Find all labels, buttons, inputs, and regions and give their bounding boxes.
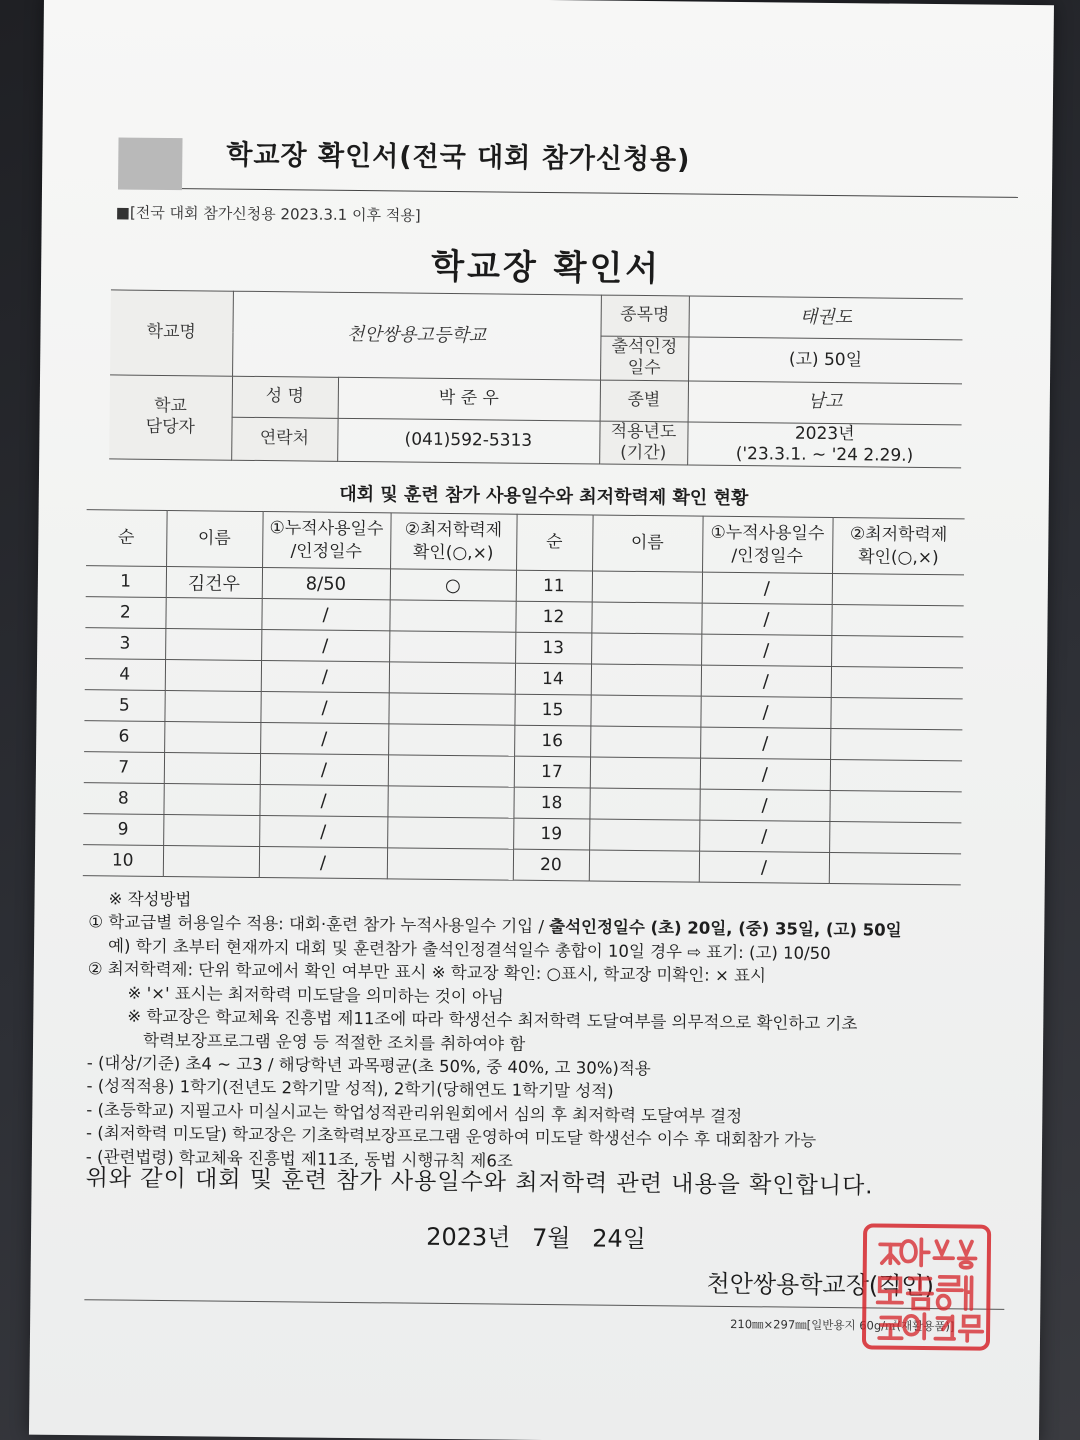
row-check (388, 755, 514, 787)
row-no: 18 (513, 787, 589, 819)
row-no: 16 (514, 725, 590, 757)
row-check (829, 790, 961, 822)
row-check (829, 821, 961, 853)
row-name (163, 815, 259, 847)
row-no: 19 (513, 818, 589, 850)
row-check (388, 724, 514, 756)
manager-label-line2: 담당자 (145, 417, 195, 438)
row-days: / (700, 696, 830, 728)
seal-graphic (866, 1227, 987, 1346)
name-value: 박 준 우 (338, 377, 600, 421)
header-title: 학교장 확인서(전국 대회 참가신청용) (226, 139, 691, 176)
school-label: 학교명 (110, 290, 233, 376)
school-name: 천안쌍용고등학교 (232, 291, 601, 379)
signer-name: 천안쌍용학교장(직인) (706, 1269, 935, 1301)
row-name (163, 846, 259, 878)
manager-label (109, 374, 232, 460)
row-no: 6 (84, 721, 164, 753)
instruction-2-note-b: ※ 학교장은 학교체육 진흥법 제11조에 따라 학생선수 최저학력 도달여부를 의무적으로 확인하고 기초 (127, 1006, 858, 1034)
row-no: 8 (83, 783, 163, 815)
row-check: ○ (390, 569, 516, 601)
row-no: 3 (85, 628, 165, 660)
row-no: 15 (514, 694, 590, 726)
row-days: / (699, 820, 829, 852)
row-name (591, 664, 701, 696)
attendance-value: (고) 50일 (688, 337, 962, 383)
col-header-check-2-line2: 확인(○,×) (858, 546, 939, 568)
row-name (592, 571, 702, 603)
name-label: 성 명 (232, 376, 338, 418)
year-label-line1: 적용년도 (610, 421, 677, 442)
year-label (599, 421, 687, 465)
instructions-title: ※ 작성방법 (108, 889, 192, 910)
row-no: 5 (84, 690, 164, 722)
row-check (387, 848, 513, 880)
period-value: ('23.3.1. ~ '24 2.29.) (735, 443, 914, 466)
row-name (164, 722, 260, 754)
row-no: 13 (515, 632, 591, 664)
col-header-name-2: 이름 (592, 515, 703, 572)
info-table (109, 289, 963, 468)
year-value-line1: 2023년 (794, 423, 855, 444)
row-days: / (261, 599, 389, 631)
col-header-check-2-line1: ②최저학력제 (849, 523, 948, 545)
row-name (590, 726, 700, 758)
row-name (591, 633, 701, 665)
header-gray-box (118, 137, 183, 190)
date-year: 2023년 (426, 1222, 511, 1252)
row-no: 4 (85, 659, 165, 691)
instructions-block (86, 887, 989, 1177)
applicability-note: ■[전국 대회 참가신청용 2023.3.1 이후 적용] (115, 203, 421, 225)
row-name (590, 695, 700, 727)
row-check (388, 693, 514, 725)
col-header-check-2 (832, 517, 965, 574)
row-no: 12 (515, 601, 591, 633)
row-days: / (261, 661, 389, 693)
row-days: / (701, 634, 831, 666)
row-no: 14 (515, 663, 591, 695)
row-days: / (699, 851, 829, 883)
row-days: / (261, 630, 389, 662)
row-name (164, 753, 260, 785)
contact-value: (041)592-5313 (337, 418, 599, 464)
instruction-2-note-a: ※ '×' 표시는 최저학력 미도달을 의미하는 것이 아님 (127, 983, 504, 1007)
row-no: 11 (516, 570, 592, 602)
row-check (387, 817, 513, 849)
document-page (29, 0, 1054, 1440)
contact-label: 연락처 (231, 417, 337, 462)
participation-table (83, 509, 965, 885)
row-no: 20 (513, 849, 589, 881)
attendance-label (600, 336, 688, 380)
col-header-check-line2: 확인(○,×) (412, 542, 494, 563)
row-name (163, 784, 259, 816)
row-check (831, 635, 963, 667)
row-no: 10 (83, 845, 163, 877)
detail-grades: - (성적적용) 1학기(전년도 2학기말 성적), 2학기(당해연도 1학기말 성적) (86, 1076, 614, 1102)
instruction-2-note-b-cont: 학력보장프로그램 운영 등 적절한 조치를 취하여야 함 (142, 1030, 526, 1054)
attendance-label-line2: 일수 (627, 358, 661, 379)
row-check (389, 631, 515, 663)
date-month: 7월 (531, 1223, 571, 1253)
official-seal (862, 1223, 991, 1350)
row-days: / (699, 789, 829, 821)
col-header-days-2-line2: /인정일수 (731, 545, 803, 567)
row-name (591, 602, 701, 634)
col-header-days-2-line1: ①누적사용일수 (710, 522, 825, 544)
row-name (165, 660, 261, 692)
detail-not-reached: - (최저학력 미도달) 학교장은 기초학력보장프로그램 운영하여 미도달 학생선수 이수 후 대회참가 가능 (86, 1123, 817, 1151)
row-name (164, 691, 260, 723)
row-no: 7 (84, 752, 164, 784)
row-days: / (260, 754, 388, 786)
row-no: 1 (86, 566, 166, 598)
col-header-days-2 (702, 516, 833, 573)
row-check (831, 666, 963, 698)
row-name (165, 598, 261, 630)
col-header-days-line1: ①누적사용일수 (269, 517, 384, 539)
row-check (389, 600, 515, 632)
row-no: 9 (83, 814, 163, 846)
date-day: 24일 (592, 1224, 647, 1254)
detail-target: - (대상/기준) 초4 ~ 고3 / 해당학년 과목평균(초 50%, 중 40%, 고 30%)적용 (86, 1053, 651, 1079)
row-days: / (260, 692, 388, 724)
row-no: 2 (85, 597, 165, 629)
row-name (165, 629, 261, 661)
instruction-2: ② 최저학력제: 단위 학교에서 확인 여부만 표시 ※ 학교장 확인: ○표시, 학교장 미확인: × 표시 (87, 959, 767, 986)
row-check (387, 786, 513, 818)
row-name (589, 788, 699, 820)
year-label-line2: (기간) (620, 442, 667, 464)
row-check (830, 697, 962, 729)
event-value: 태권도 (688, 296, 962, 340)
detail-law: - (관련법령) 학교체육 진흥법 제11조, 동법 시행규칙 제6조 (85, 1146, 513, 1171)
row-check (830, 759, 962, 791)
row-check (830, 728, 962, 760)
row-days: / (700, 758, 830, 790)
row-days: / (701, 665, 831, 697)
col-header-check (390, 513, 517, 570)
row-check (832, 573, 964, 605)
col-header-name: 이름 (166, 511, 263, 568)
document-title: 학교장 확인서 (431, 246, 662, 290)
row-days: / (260, 723, 388, 755)
instruction-1-example: 예) 학기 초부터 현재까지 대회 및 훈련참가 출석인정결석일수 총합이 10일 경우 ⇨ 표기: (고) 10/50 (107, 936, 831, 963)
header-bar (118, 124, 1019, 199)
col-header-check-line1: ②최저학력제 (404, 519, 503, 541)
row-no: 17 (514, 756, 590, 788)
row-days: / (259, 816, 387, 848)
row-name: 김건우 (166, 567, 262, 599)
row-name (589, 819, 699, 851)
row-name (589, 850, 699, 882)
row-check (831, 604, 963, 636)
table-header-row (86, 510, 965, 575)
col-header-days (262, 512, 391, 569)
row-name (590, 757, 700, 789)
confirmation-statement: 위와 같이 대회 및 훈련 참가 사용일수와 최저학력 관련 내용을 확인합니다. (85, 1165, 874, 1200)
row-days: / (700, 727, 830, 759)
section-title: 대회 및 훈련 참가 사용일수와 최저학력제 확인 현황 (339, 483, 749, 510)
row-days: / (259, 847, 387, 879)
col-header-days-line2: /인정일수 (290, 540, 363, 562)
category-value: 남고 (688, 380, 962, 424)
row-check (389, 662, 515, 694)
col-header-no-2: 순 (516, 514, 593, 571)
event-label: 종목명 (600, 295, 688, 337)
col-header-no: 순 (86, 510, 167, 567)
row-days: / (701, 603, 831, 635)
paper-spec: 210㎜×297㎜[일반용지 60g/㎡(재활용품)] (730, 1316, 955, 1334)
instruction-1-text: ① 학교급별 허용일수 적용: 대회·훈련 참가 누적사용일수 기입 / (88, 912, 550, 937)
row-days: 8/50 (262, 568, 390, 600)
header-rule (182, 188, 1018, 198)
row-days: / (259, 785, 387, 817)
row-days: / (702, 572, 832, 604)
detail-elementary: - (초등학교) 지필고사 미실시교는 학업성적관리위원회에서 심의 후 최저학력 도달여부 결정 (86, 1100, 743, 1126)
row-check (829, 852, 961, 884)
year-value (687, 421, 961, 467)
manager-label-line1: 학교 (153, 395, 188, 417)
category-label: 종별 (600, 380, 688, 422)
instruction-1-bold: 출석인정일수 (초) 20일, (중) 35일, (고) 50일 (549, 917, 902, 941)
attendance-label-line1: 출석인정 (611, 336, 678, 358)
